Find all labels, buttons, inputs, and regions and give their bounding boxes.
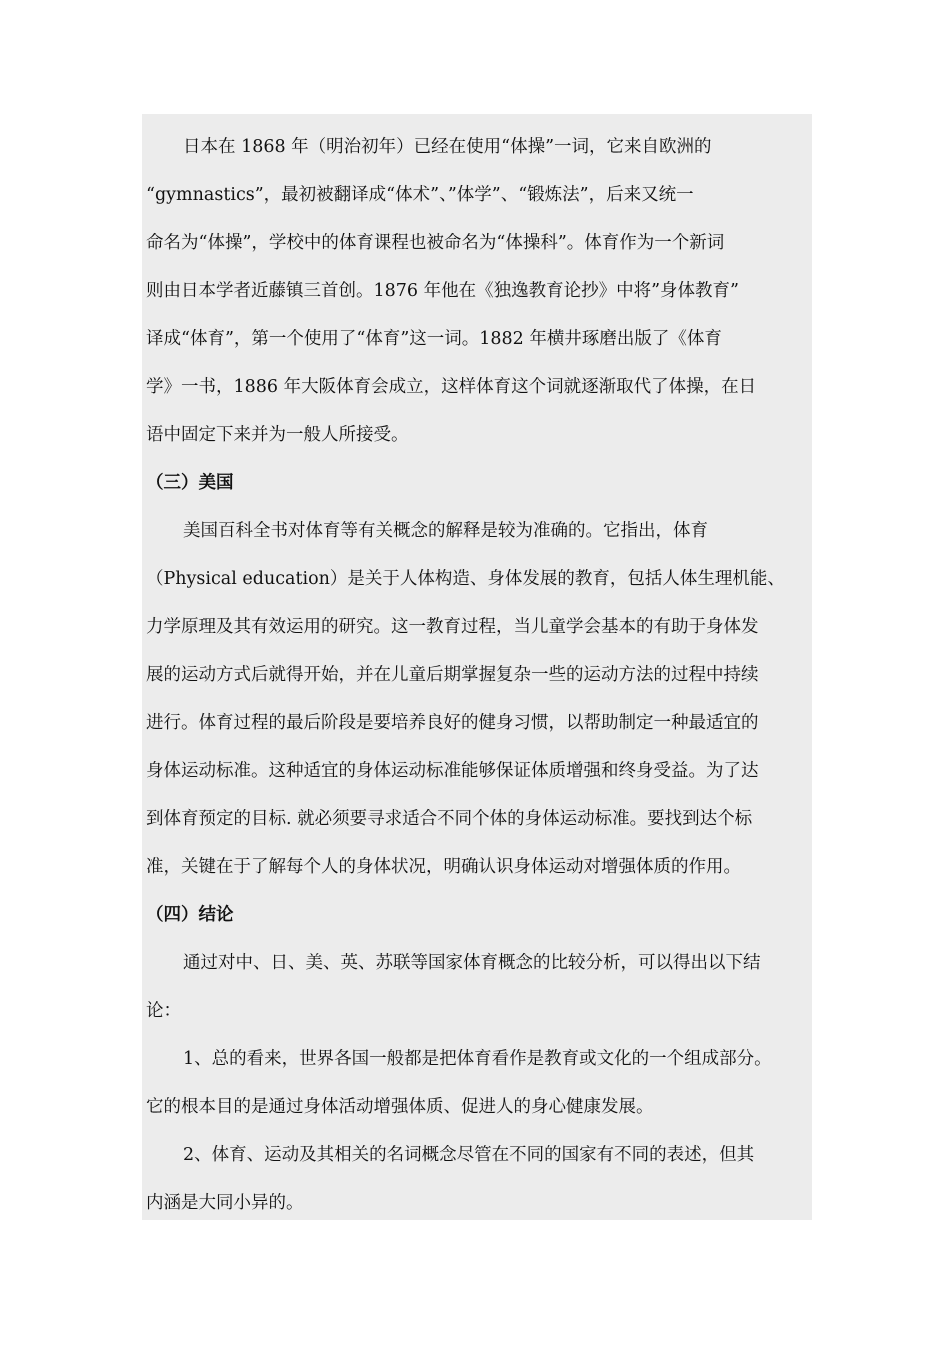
section-heading: （四）结论	[146, 905, 234, 925]
paragraph-line: 身体运动标准。这种适宜的身体运动标准能够保证体质增强和终身受益。为了达	[146, 761, 759, 781]
paragraph-line: 到体育预定的目标. 就必须要寻求适合不同个体的身体运动标准。要找到达个标	[146, 809, 753, 829]
paragraph-line: 译成“体育”，第一个使用了“体育”这一词。1882 年横井琢磨出版了《体育	[146, 329, 722, 349]
paragraph-line: 它的根本目的是通过身体活动增强体质、促进人的身心健康发展。	[146, 1097, 654, 1117]
paragraph-line: （Physical education）是关于人体构造、身体发展的教育，包括人体生理机能、	[146, 569, 785, 589]
paragraph-line: 进行。体育过程的最后阶段是要培养良好的健身习惯，以帮助制定一种最适宜的	[146, 713, 759, 733]
paragraph-line: 美国百科全书对体育等有关概念的解释是较为准确的。它指出，体育	[183, 521, 708, 541]
paragraph-line: 1、总的看来，世界各国一般都是把体育看作是教育或文化的一个组成部分。	[183, 1049, 772, 1069]
paragraph-line: 则由日本学者近藤镇三首创。1876 年他在《独逸教育论抄》中将”身体教育”	[146, 281, 739, 301]
paragraph-line: 2、体育、运动及其相关的名词概念尽管在不同的国家有不同的表述，但其	[183, 1145, 755, 1165]
paragraph-line: 通过对中、日、美、英、苏联等国家体育概念的比较分析，可以得出以下结	[183, 953, 761, 973]
paragraph-line: 准，关键在于了解每个人的身体状况，明确认识身体运动对增强体质的作用。	[146, 857, 741, 877]
paragraph-line: 内涵是大同小异的。	[146, 1193, 304, 1213]
paragraph-line: 语中固定下来并为一般人所接受。	[146, 425, 409, 445]
paragraph-line: 日本在 1868 年（明治初年）已经在使用“体操”一词，它来自欧洲的	[183, 137, 712, 157]
paragraph-line: 命名为“体操”，学校中的体育课程也被命名为“体操科”。体育作为一个新词	[146, 233, 725, 253]
paragraph-line: 展的运动方式后就得开始，并在儿童后期掌握复杂一些的运动方法的过程中持续	[146, 665, 759, 685]
paragraph-line: 学》一书，1886 年大阪体育会成立，这样体育这个词就逐渐取代了体操，在日	[146, 377, 757, 397]
paragraph-line: 力学原理及其有效运用的研究。这一教育过程，当儿童学会基本的有助于身体发	[146, 617, 759, 637]
section-heading: （三）美国	[146, 473, 234, 493]
paragraph-line: “gymnastics”，最初被翻译成“体术”、”体学”、“锻炼法”，后来又统一	[146, 185, 694, 205]
paragraph-line: 论：	[146, 1001, 181, 1021]
